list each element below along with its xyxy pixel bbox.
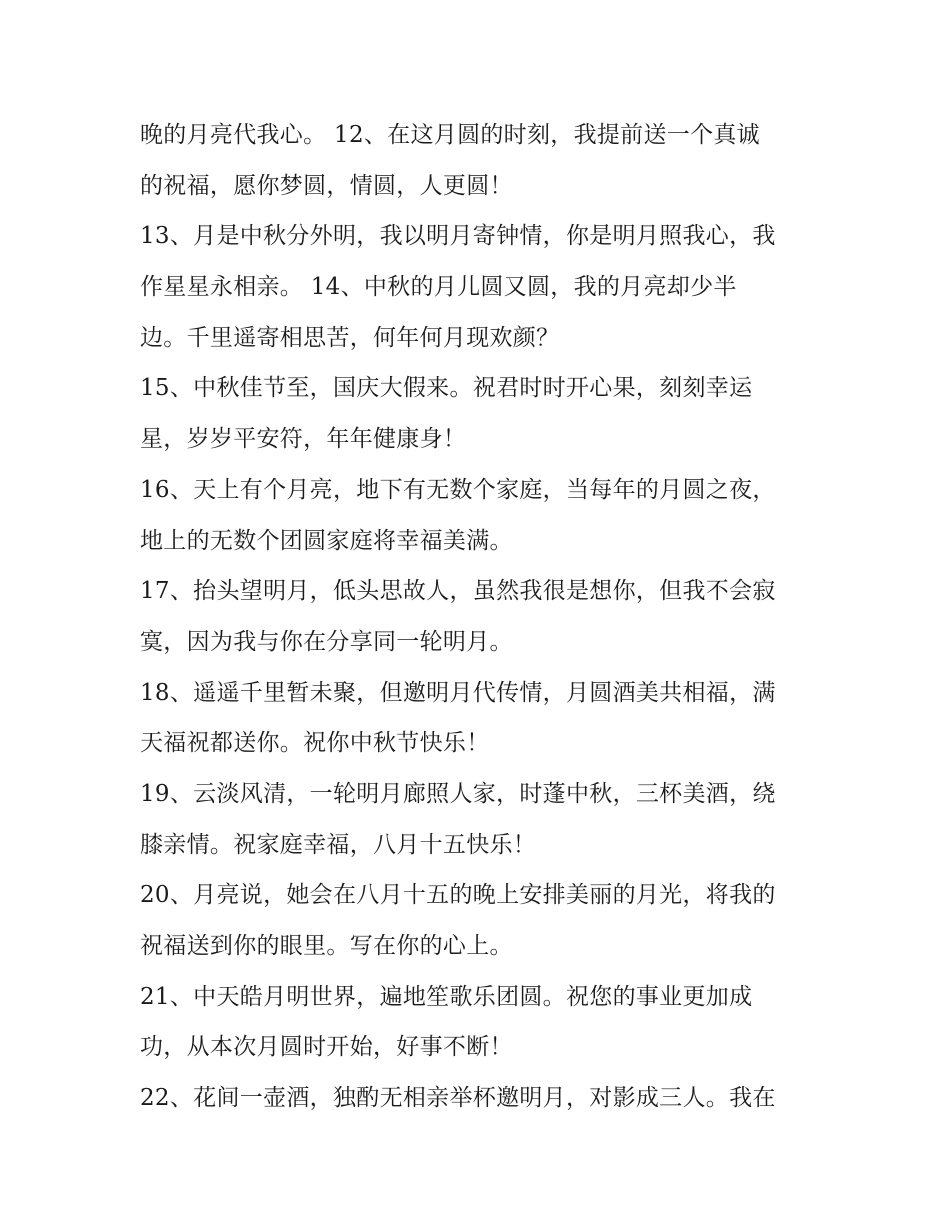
text-line: 20、月亮说，她会在八月十五的晚上安排美丽的月光，将我的: [140, 882, 776, 909]
text-line: 祝福送到你的眼里。写在你的心上。: [140, 933, 513, 959]
text-line: 21、中天皓月明世界，遍地笙歌乐团圆。祝您的事业更加成: [140, 983, 753, 1010]
text-line: 膝亲情。祝家庭幸福，八月十五快乐！: [140, 831, 537, 858]
text-line: 19、云淡风清，一轮明月廊照人家，时蓬中秋，三杯美酒，绕: [140, 780, 776, 807]
text-line: 17、抬头望明月，低头思故人，虽然我很是想你，但我不会寂: [140, 578, 776, 605]
text-line: 寞，因为我与你在分享同一轮明月。: [140, 628, 513, 655]
text-line: 的祝福，愿你梦圆，情圆，人更圆！: [140, 172, 513, 199]
text-line: 功，从本次月圆时开始，好事不断！: [140, 1034, 513, 1061]
text-line: 星，岁岁平安符，年年健康身！: [140, 426, 467, 453]
text-line: 作星星永相亲。 14、中秋的月儿圆又圆，我的月亮却少半: [140, 274, 737, 301]
text-line: 22、花间一壶酒，独酌无相亲举杯邀明月，对影成三人。我在: [140, 1085, 776, 1112]
text-line: 16、天上有个月亮，地下有无数个家庭，当每年的月圆之夜，: [140, 476, 776, 503]
text-line: 天福祝都送你。祝你中秋节快乐！: [140, 730, 490, 757]
text-line: 15、中秋佳节至，国庆大假来。祝君时时开心果，刻刻幸运: [140, 375, 753, 402]
text-line: 晚的月亮代我心。 12、在这月圆的时刻，我提前送一个真诚: [140, 122, 760, 148]
text-line: 边。千里遥寄相思苦，何年何月现欢颜？: [140, 324, 560, 351]
text-line: 地上的无数个团圆家庭将幸福美满。: [140, 527, 513, 554]
document-body: [140, 110, 830, 1124]
text-line: 18、遥遥千里暂未聚，但邀明月代传情，月圆酒美共相福，满: [140, 679, 776, 706]
text-line: 13、月是中秋分外明，我以明月寄钟情，你是明月照我心，我: [140, 223, 776, 250]
